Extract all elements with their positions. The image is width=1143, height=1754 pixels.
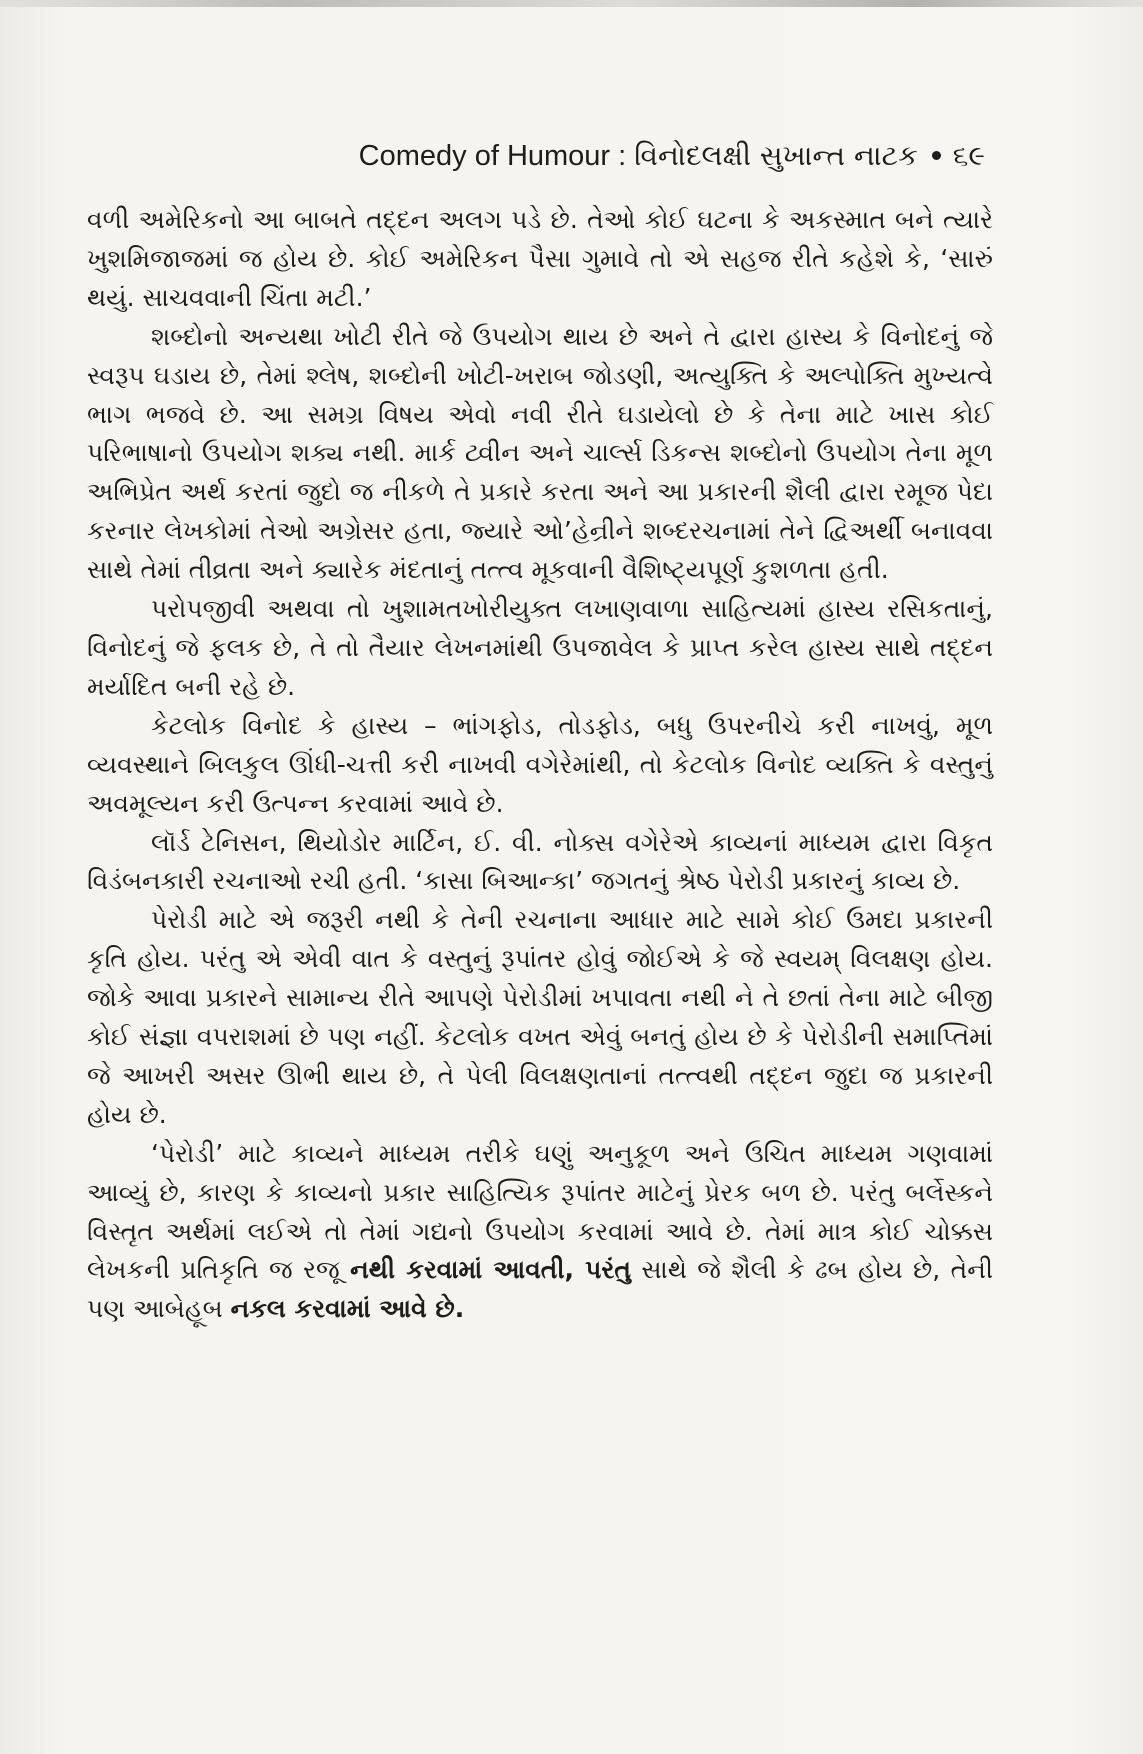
paragraph: વળી અમેરિકનો આ બાબતે તદ્દન અલગ પડે છે. તેઓ કોઈ ઘટના કે અકસ્માત બને ત્યારે ખુશમિજાજમાં જ હોય છે. કોઈ અમેરિકન પૈસા ગુમાવે તો એ સહજ રીતે કહેશે કે, ‘સારું થયું. સાચવવાની ચિંતા મટી.’ <box>87 205 993 312</box>
paragraph-text: સાથે જે શૈલી કે ઢબ હોય છે, તેની પણ આબેહૂબ <box>87 1255 993 1324</box>
paragraph-bold-text: નથી કરવામાં આવતી, પરંતુ <box>350 1255 631 1285</box>
paragraph: લૉર્ડ ટેનિસન, થિયોડોર માર્ટિન, ઈ. વી. નોક્સ વગેરેએ કાવ્યનાં માધ્યમ દ્વારા વિકૃત વિડંબનકારી રચનાઓ રચી હતી. ‘કાસા બિઆન્કા’ જગતનું શ્રેષ્ઠ પેરોડી પ્રકારનું કાવ્ય છે. <box>87 827 993 896</box>
header-title-gujarati: વિનોદલક્ષી સુખાન્ત નાટક <box>634 139 918 172</box>
body-text <box>87 201 993 1329</box>
header-title-english: Comedy of Humour : <box>358 140 627 172</box>
page-number: ૬૯ <box>952 139 985 172</box>
paragraph: પરોપજીવી અથવા તો ખુશામતખોરીયુક્ત લખાણવાળા સાહિત્યમાં હાસ્ય રસિકતાનું, વિનોદનું જે ફલક છે, તે તો તૈયાર લેખનમાંથી ઉપજાવેલ કે પ્રાપ્ત કરેલ હાસ્ય સાથે તદ્દન મર્યાદિત બની રહે છે. <box>87 594 993 701</box>
running-header <box>0 138 1143 174</box>
paragraph <box>87 1135 993 1330</box>
paragraph: કેટલોક વિનોદ કે હાસ્ય – ભાંગફોડ, તોડફોડ, બધુ ઉપરનીચે કરી નાખવું, મૂળ વ્યવસ્થાને બિલકુલ ઊંધી-ચત્તી કરી નાખવી વગેરેમાંથી, તો કેટલોક વિનોદ વ્યક્તિ કે વસ્તુનું અવમૂલ્યન કરી ઉત્પન્ન કરવામાં આવે છે. <box>87 710 993 818</box>
paragraph: પેરોડી માટે એ જરૂરી નથી કે તેની રચનાના આધાર માટે સામે કોઈ ઉમદા પ્રકારની કૃતિ હોય. પરંતુ એ એવી વાત કે વસ્તુનું રૂપાંતર હોવું જોઈએ કે જે સ્વયમ્ વિલક્ષણ હોય. જોકે આવા પ્રકારને સામાન્ય રીતે આપણે પેરોડીમાં ખપાવતા નથી ને તે છતાં તેના માટે બીજી કોઈ સંજ્ઞા વપરાશમાં છે પણ નહીં. કેટલોક વખત એવું બનતું હોય છે કે પેરોડીની સમાપ્તિમાં જે આખરી અસર ઊભી થાય છે, તે પેલી વિલક્ષણતાનાં તત્ત્વથી તદ્દન જુદા જ પ્રકારની હોય છે. <box>87 905 993 1129</box>
paragraph-bold-text: નકલ કરવામાં આવે છે. <box>230 1294 465 1324</box>
header-bullet-icon <box>932 151 941 160</box>
paragraph-text: ‘પેરોડી’ માટે કાવ્યને માધ્યમ તરીકે ઘણું અનુકૂળ અને ઉચિત માધ્યમ ગણવામાં આવ્યું છે, કારણ કે કાવ્યનો પ્રકાર સાહિત્યિક રૂપાંતર માટેનું પ્રેરક બળ છે. પરંતુ બર્લેસ્કને વિસ્તૃત અર્થમાં લઈએ તો તેમાં ગદ્યનો ઉપયોગ કરવામાં આવે છે. તેમાં માત્ર કોઈ ચોક્કસ લેખકની પ્રતિકૃતિ જ રજૂ <box>87 1138 993 1285</box>
paragraph: શબ્દોનો અન્યથા ખોટી રીતે જે ઉપયોગ થાય છે અને તે દ્વારા હાસ્ય કે વિનોદનું જે સ્વરૂપ ઘડાય છે, તેમાં શ્લેષ, શબ્દોની ખોટી-ખરાબ જોડણી, અત્યુક્તિ કે અલ્પોક્તિ મુખ્યત્વે ભાગ ભજવે છે. આ સમગ્ર વિષય એવો નવી રીતે ઘડાયેલો છે કે તેના માટે ખાસ કોઈ પરિભાષાનો ઉપયોગ શક્ય નથી. માર્ક ટ્વીન અને ચાર્લ્સ ડિકન્સ શબ્દોનો ઉપયોગ તેના મૂળ અભિપ્રેત અર્થ કરતાં જુદો જ નીકળે તે પ્રકારે કરતા અને આ પ્રકારની શૈલી દ્વારા રમૂજ પેદા કરનાર લેખકોમાં તેઓ અગ્રેસર હતા, જ્યારે ઓ’હેન્રીને શબ્દરચનામાં તેને દ્વિઅર્થી બનાવવા સાથે તેમાં તીવ્રતા અને ક્યારેક મંદતાનું તત્ત્વ મૂકવાની વૈશિષ્ટ્યપૂર્ણ કુશળતા હતી. <box>87 321 993 585</box>
page-top-edge <box>0 0 1143 7</box>
